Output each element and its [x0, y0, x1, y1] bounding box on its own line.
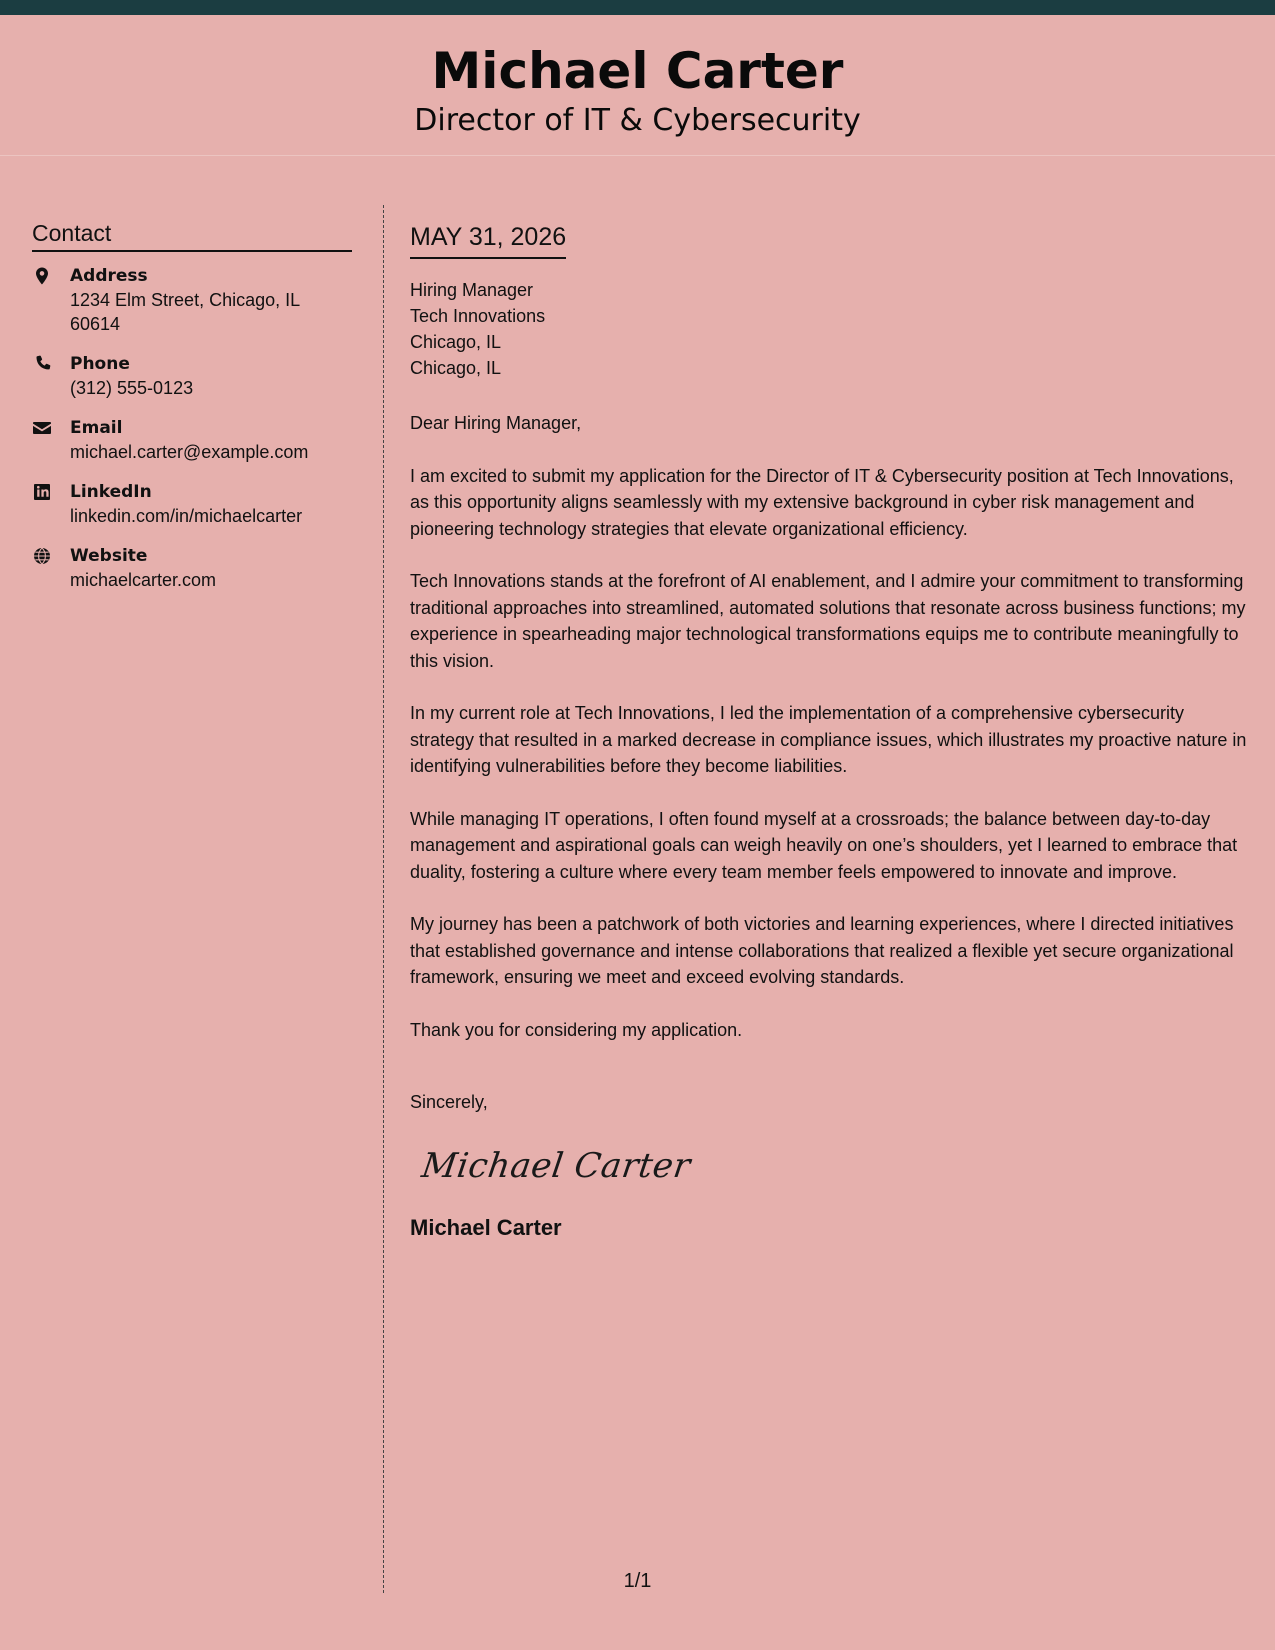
contact-label-address: Address [70, 265, 148, 286]
contact-item-address [32, 264, 352, 336]
globe-icon [32, 546, 52, 566]
contact-value-phone: (312) 555-0123 [70, 377, 194, 398]
envelope-icon [32, 418, 52, 438]
contact-item-email [32, 416, 352, 464]
contact-heading: Contact [32, 220, 352, 252]
letter-paragraph: Tech Innovations stands at the forefront of AI enablement, and I admire your commitment to transforming traditional approaches into streamlined, automated solutions that resonate across business functions; my experience in spearheading major technological transformations equips me to contribute meaningfully to this vision. [410, 571, 1246, 671]
handwritten-signature: Michael Carter [419, 1145, 694, 1186]
column-divider [383, 205, 384, 1593]
phone-icon [32, 354, 52, 374]
contact-sidebar [32, 220, 352, 608]
contact-value-address: 1234 Elm Street, Chicago, IL 60614 [70, 289, 300, 334]
contact-value-website[interactable]: michaelcarter.com [70, 569, 217, 590]
letter-date: MAY 31, 2026 [410, 222, 566, 259]
contact-item-phone [32, 352, 352, 400]
letter-body [410, 222, 1250, 1242]
contact-value-email: michael.carter@example.com [70, 441, 309, 462]
contact-label-website: Website [70, 545, 148, 566]
recipient-line: Hiring Manager [410, 280, 534, 300]
greeting: Dear Hiring Manager, [410, 413, 582, 433]
recipient-line: Chicago, IL [410, 358, 502, 378]
top-accent-bar [0, 0, 1275, 15]
letter-paragraph: My journey has been a patchwork of both victories and learning experiences, where I directed initiatives that established governance and intense collaborations that realized a flexible yet secure organizational framework, ensuring we meet and exceed evolving standards. [410, 914, 1234, 987]
letter-paragraph: Thank you for considering my application. [410, 1019, 743, 1040]
recipient-block [410, 277, 1250, 381]
contact-label-linkedin: LinkedIn [70, 481, 152, 502]
recipient-line: Chicago, IL [410, 332, 502, 352]
recipient-line: Tech Innovations [410, 306, 546, 326]
page-number: 1/1 [623, 1570, 652, 1592]
contact-value-linkedin[interactable]: linkedin.com/in/michaelcarter [70, 505, 303, 526]
letter-paragraph: While managing IT operations, I often found myself at a crossroads; the balance between day-to-day management and aspirational goals can weigh heavily on one’s shoulders, yet I learned to embrace that duality, fostering a culture where every team member feels empowered to innovate and improve. [410, 808, 1238, 882]
contact-label-phone: Phone [70, 353, 130, 374]
contact-item-website [32, 544, 352, 592]
contact-item-linkedin [32, 480, 352, 528]
linkedin-icon [32, 482, 52, 502]
letter-paragraph: In my current role at Tech Innovations, I led the implementation of a comprehensive cybersecurity strategy that resulted in a marked decrease in compliance issues, which illustrates my proactive nature in identifying vulnerabilities before they become liabilities. [410, 703, 1247, 776]
closing: Sincerely, [410, 1092, 488, 1112]
signer-name: Michael Carter [410, 1214, 562, 1240]
map-pin-icon [32, 266, 52, 286]
letter-paragraph: I am excited to submit my application for the Director of IT & Cybersecurity position at Tech Innovations, as this opportunity aligns seamlessly with my extensive background in cyber risk management and pioneering technology strategies that elevate organizational efficiency. [410, 465, 1234, 539]
applicant-title: Director of IT & Cybersecurity [414, 103, 861, 138]
header [0, 15, 1275, 156]
applicant-name: Michael Carter [431, 42, 844, 100]
contact-label-email: Email [70, 417, 123, 438]
